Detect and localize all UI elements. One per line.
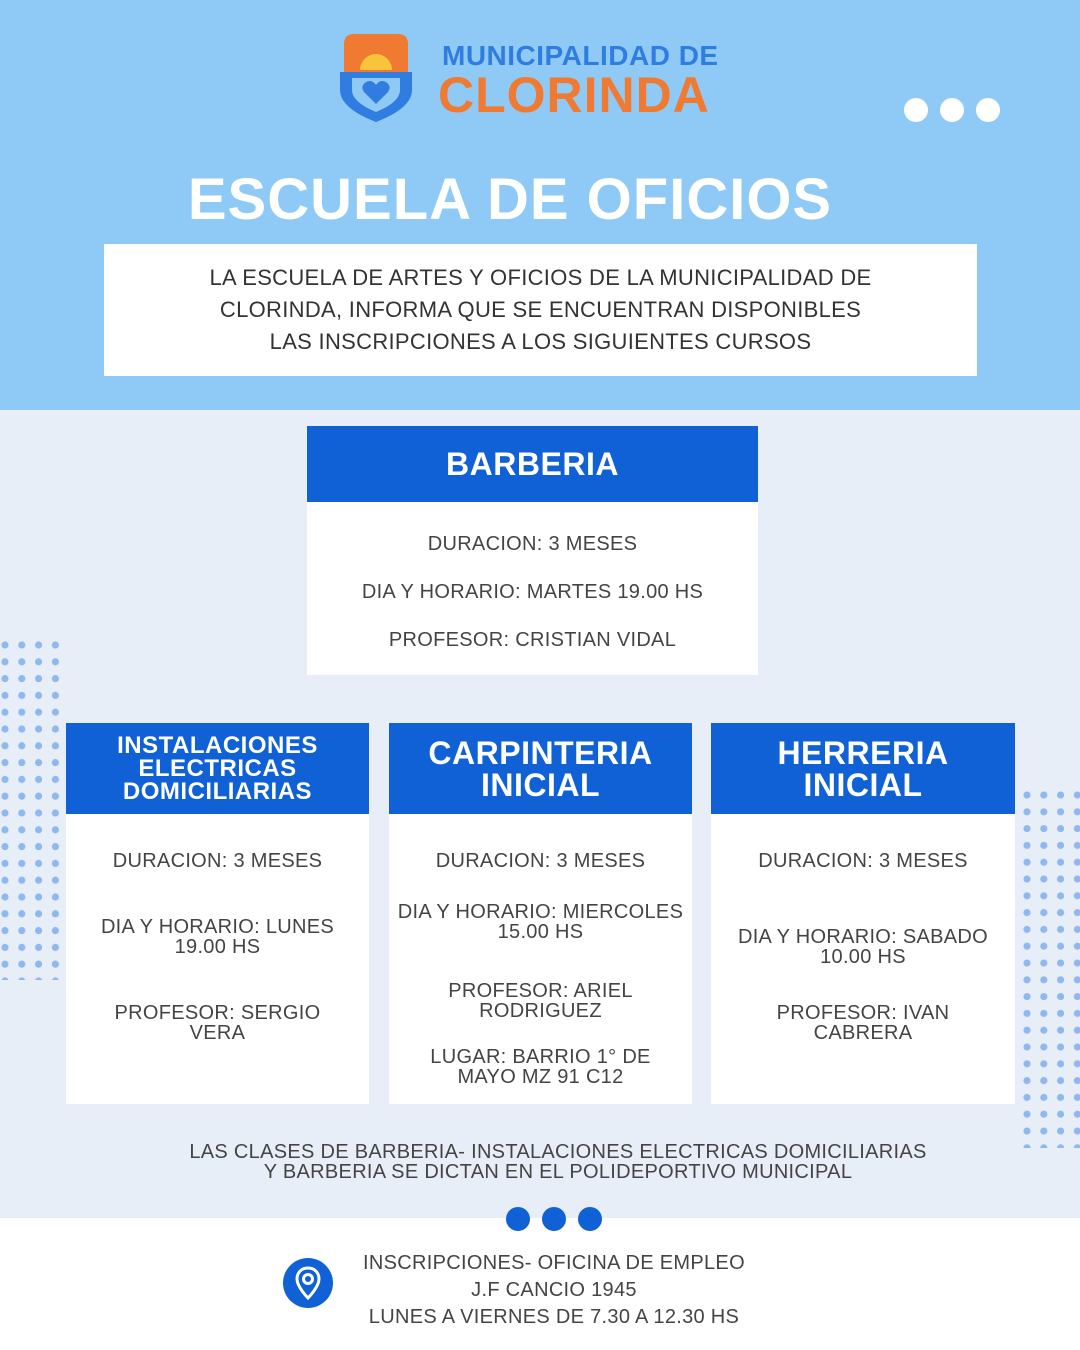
right-dot-pattern bbox=[1020, 788, 1080, 1148]
course-schedule: DIA Y HORARIO: MARTES 19.00 HS bbox=[361, 581, 704, 603]
intro-text: LA ESCUELA DE ARTES Y OFICIOS DE LA MUNICIPALIDAD DE CLORINDA, INFORMA QUE SE ENCUENTRAN DISPONIBLES LAS INSCRIPCIONES A LOS SIGUIENTES CURSOS bbox=[209, 265, 872, 354]
left-dot-pattern bbox=[0, 640, 62, 980]
ellipsis-dots-icon bbox=[904, 98, 1000, 122]
logo-text-clorinda: CLORINDA bbox=[438, 67, 710, 123]
course-card-carpinteria bbox=[389, 723, 692, 1104]
venue-note: LAS CLASES DE BARBERIA- INSTALACIONES ELECTRICAS DOMICILIARIAS Y BARBERIA SE DICTAN EN EL POLIDEPORTIVO MUNICIPAL bbox=[189, 1141, 927, 1183]
municipal-logo bbox=[336, 30, 719, 126]
page-title: ESCUELA DE OFICIOS bbox=[187, 167, 833, 232]
registration-info: INSCRIPCIONES- OFICINA DE EMPLEO J.F CANCIO 1945 LUNES A VIERNES DE 7.30 A 12.30 HS bbox=[363, 1252, 745, 1328]
course-card-instalaciones bbox=[66, 723, 369, 1104]
ellipsis-dots-icon bbox=[506, 1207, 602, 1231]
course-card-herreria bbox=[711, 723, 1015, 1104]
course-duration: DURACION: 3 MESES bbox=[758, 850, 968, 872]
course-title: CARPINTERIA INICIAL bbox=[389, 723, 692, 814]
course-duration: DURACION: 3 MESES bbox=[427, 533, 638, 555]
course-duration: DURACION: 3 MESES bbox=[435, 850, 646, 872]
shield-heart-logo-icon bbox=[336, 32, 416, 124]
course-schedule: DIA Y HORARIO: LUNES 19.00 HS bbox=[100, 916, 335, 958]
location-pin-icon bbox=[283, 1258, 333, 1308]
course-teacher: PROFESOR: SERGIO VERA bbox=[114, 1002, 321, 1044]
course-title: BARBERIA bbox=[307, 426, 758, 502]
course-schedule: DIA Y HORARIO: MIERCOLES 15.00 HS bbox=[397, 901, 684, 943]
logo-text-municipalidad: MUNICIPALIDAD DE bbox=[442, 40, 719, 71]
course-schedule: DIA Y HORARIO: SABADO 10.00 HS bbox=[737, 926, 989, 968]
course-teacher: PROFESOR: IVAN CABRERA bbox=[776, 1002, 950, 1044]
course-title: INSTALACIONES ELECTRICAS DOMICILIARIAS bbox=[66, 723, 369, 814]
course-place: LUGAR: BARRIO 1° DE MAYO MZ 91 C12 bbox=[430, 1046, 651, 1088]
course-teacher: PROFESOR: ARIEL RODRIGUEZ bbox=[448, 980, 633, 1022]
course-card-barberia bbox=[307, 426, 758, 675]
intro-box bbox=[104, 244, 977, 376]
course-duration: DURACION: 3 MESES bbox=[112, 850, 323, 872]
course-title: HERRERIA INICIAL bbox=[711, 723, 1015, 814]
course-teacher: PROFESOR: CRISTIAN VIDAL bbox=[388, 629, 677, 651]
